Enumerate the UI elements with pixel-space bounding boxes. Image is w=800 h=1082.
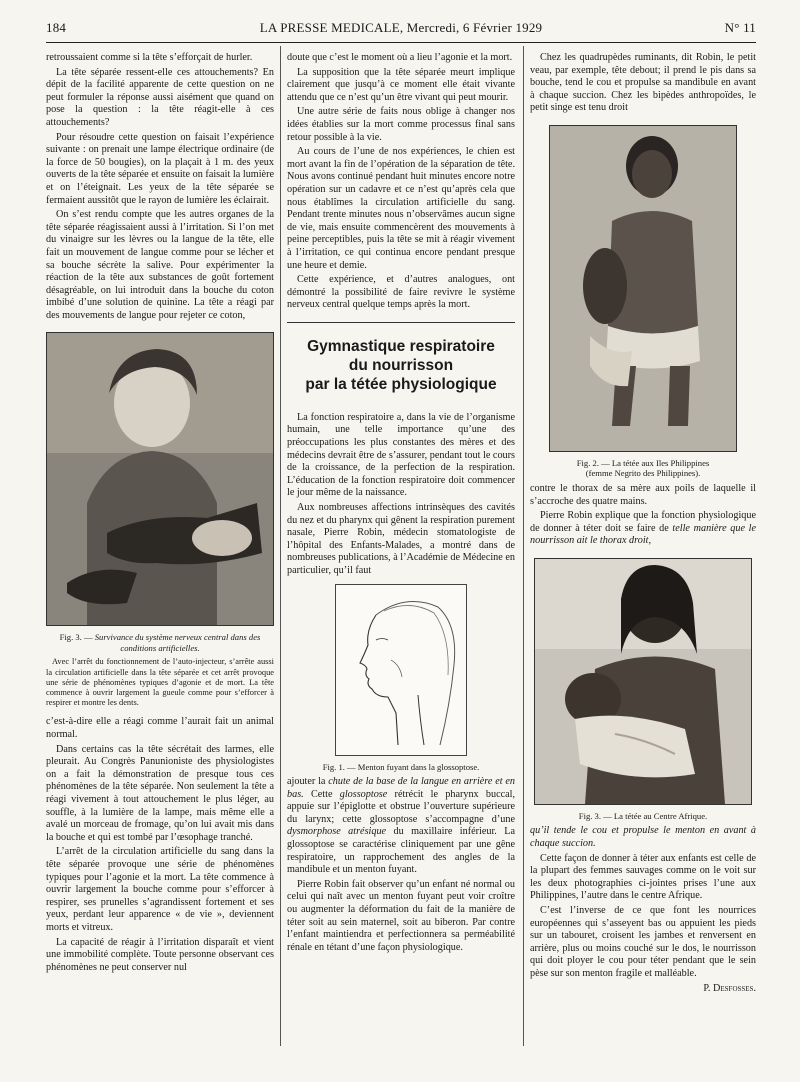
figure-3-africa-photo: [534, 558, 752, 805]
paragraph: c’est-à-dire elle a réagi comme l’aurait fait un animal normal.: [46, 716, 274, 741]
paragraph: Cette expérience, et d’autres analogues, ont démontré la possibilité de faire revivre le système nerveux central quelque temps après la mort.: [287, 274, 515, 311]
paragraph: Pierre Robin fait observer qu’un enfant né normal ou celui qui naît avec un menton fuyant peut voir croître ou augmenter la déformation du fait de la manière de téter soit au sein maternel, soit au biberon. Par contre l’enfant maintiendra et perfectionnera sa perméabilité rénale en tétant d’une façon physiologique.: [287, 878, 515, 953]
section-rule: [287, 322, 515, 323]
figure-3-africa-caption: Fig. 3. — La tétée au Centre Afrique.: [578, 810, 708, 821]
paragraph: Une autre série de faits nous oblige à changer nos idées établies sur la mort comme processus final sans retour possible à la vie.: [287, 106, 515, 143]
issue-number: N° 11: [724, 20, 756, 35]
column-3: [530, 52, 756, 995]
figure-3-text: Avec l’arrêt du fonctionnement de l’auto-injecteur, s’arrête aussi la circulation artificielle dans la tête séparée et cet arrêt provoque une série de phénomènes typiques d’agonie et de mort. La tête commence à ouvrir largement la gueule comme pour s’efforcer à respirer et montre les dents.: [46, 657, 274, 708]
column-1: [46, 52, 274, 976]
figure-3-caption: Fig. 3. — Survivance du système nerveux central dans des conditions artificielles.: [59, 632, 261, 653]
paragraph: Pierre Robin explique que la fonction physiologique de donner à téter doit se faire de telle manière que le nourrisson ait le thorax droit,: [530, 510, 756, 547]
figure-1-drawing: [335, 584, 467, 756]
paragraph: retroussaient comme si la tête s’efforçait de hurler.: [46, 52, 253, 63]
paragraph: La fonction respiratoire a, dans la vie de l’organisme humain, une telle importance qu’une des préoccupations les plus constantes des mères et des médecins devrait être de s’assurer, pendant tout le cours de la croissance, de la perfection de la respiration. L’éducation de la fonction respiratoire doit commencer le jour même de la naissance.: [287, 411, 515, 499]
paragraph: qu’il tende le cou et propulse le menton en avant à chaque succion.: [530, 825, 756, 850]
paragraph: C’est l’inverse de ce que font les nourrices européennes qui s’asseyent bas ou appuient les pieds sur un tabouret, croisent les jambes et renversent en arrière, plus ou moins couché sur le dos, le nourrisson qui doit ployer le cou pour téter pendant que le sein pèse sur son menton fragile et malléable.: [530, 905, 756, 979]
column-2: [287, 52, 515, 956]
paragraph: Au cours de l’une de nos expériences, le chien est mort avant la fin de l’opération de la séparation de tête. Nous avons continué pendant huit minutes encore notre opération sur un cadavre et ce n’est qu’après cela que nous établîmes la circulation artificielle du sang. Pendant trente minutes nous n’observâmes aucun signe de vie, mais ensuite commencèrent des mouvements à peine perceptibles, puis la tête se mit à réagir vivement à l’irritation, ce qui continua encore pendant presque une heure et demie.: [287, 146, 515, 271]
paragraph: Dans certains cas la tête sécrétait des larmes, elle pleurait. Au Congrès Panunioniste des physiologistes on a fait la démonstration de presque tous ces phénomènes de la tête séparée. Non seulement la tête a réagi vivement à tout attouchement le plus léger, au souffle, à la lumière de la lampe, mais même elle a avalé un morceau de fromage, qu’on lui avait mis dans la bouche et qui est tombé par l’œsophage tranché.: [46, 743, 274, 843]
figure-3-photo: [46, 332, 274, 626]
figure-2-caption: Fig. 2. — La tétée aux Iles Philippines (femme Negrito des Philippines).: [576, 457, 710, 479]
paragraph: Cette façon de donner à téter aux enfants est celle de la plupart des femmes sauvages comme on le voit sur les deux photographies ci-jointes prises l’une aux Philippines, l’autre dans le centre Afrique.: [530, 852, 756, 902]
paragraph: La supposition que la tête séparée meurt implique clairement que jusqu’à ce moment elle était vivante attendu que ce n’est qu’un être vivant qui peut mourir.: [287, 66, 515, 103]
column-divider: [523, 46, 524, 1046]
author-signature: P. Desfosses.: [703, 982, 756, 994]
article-title: Gymnastique respiratoire du nourrisson par la tétée physiologique: [305, 337, 497, 393]
figure-2-photo: [549, 125, 737, 452]
paragraph: doute que c’est le moment où a lieu l’agonie et la mort.: [287, 52, 513, 63]
header-rule: [46, 42, 756, 43]
paragraph: L’arrêt de la circulation artificielle du sang dans la tête séparée provoque une série de phénomènes typiques pour l’agonie et la mort. La tête commence à ouvrir largement la bouche comme pour s’efforcer à respirer, ses prunelles s’agrandissent fortement et ses yeux, perdant leur apparence « de vie », deviennent morts et vitreux.: [46, 846, 274, 933]
paragraph: La tête séparée ressent-elle ces attouchements? En dépit de la facilité apparente de cette question on ne peut formuler la réponse aussi aisément que quand on pose la question : la tête réagit-elle à ces attouchements?: [46, 66, 274, 128]
paragraph: Chez les quadrupèdes ruminants, dit Robin, le petit veau, par exemple, tête debout; il prend le pis dans sa bouche, tend le cou et propulse sa mandibule en avant à chaque succion. Chez les bipèdes anthropoïdes, le petit singe est tenu droit: [530, 52, 756, 114]
paragraph: ajouter la chute de la base de la langue en arrière et en bas. Cette glossoptose rétrécit le pharynx buccal, appuie sur l’épiglotte et obstrue l’ouverture supérieure du larynx; cette glossoptose s’accompagne d’une dysmorphose atrésique du maxillaire inférieur. La glossoptose se caractérise cliniquement par une gêne respiratoire, un rapprochement des angles de la mandibule et un menton fuyant.: [287, 776, 516, 876]
journal-title: LA PRESSE MEDICALE, Mercredi, 6 Février 1929: [259, 20, 543, 35]
page-header: [46, 20, 756, 40]
paragraph: contre le thorax de sa mère aux poils de laquelle il s’accroche des quatre mains.: [530, 482, 756, 507]
figure-1-caption: Fig. 1. — Menton fuyant dans la glossoptose.: [322, 761, 480, 772]
page-number: 184: [46, 20, 67, 35]
column-divider: [280, 46, 281, 1046]
paragraph: Pour résoudre cette question on faisait l’expérience suivante : on prenait une lampe électrique ordinaire (de la force de 50 bougies), on la plaçait à 1 m. des yeux ouverts de la tête séparée et ensuite on faisait la lumière et on l’éteignait. Les yeux de la tête séparée se fermaient aussitôt que le rayon de lumière les éclairait.: [46, 131, 274, 206]
paragraph: On s’est rendu compte que les autres organes de la tête séparée réagissaient aussi à l’irritation. Si l’on met du vinaigre sur les lèvres ou la langue de la tête, elle fait un mouvement de langue comme pour se lécher et sa bouche sécrète la salive. Pour expérimenter la réaction de la tête aux substances de goût fortement désagréable, on lui introduit dans la bouche du coton imbibé d’une solution de quinine. La tête a réagi par des mouvements de langue pour rejeter ce coton,: [46, 209, 274, 321]
paragraph: Aux nombreuses affections intrinsèques des cavités du nez et du pharynx qui gênent la respiration purement nasale, Pierre Robin, médecin stomatologiste de l’hôpital des Enfants-Malades, a montré dans de nombreuses publications, à l’Académie de Médecine en particulier, qu’il faut: [287, 502, 515, 576]
paragraph: La capacité de réagir à l’irritation disparaît et vient une immobilité complète. Toute personne observant ces phénomènes ne peut conserver nul: [46, 936, 274, 973]
